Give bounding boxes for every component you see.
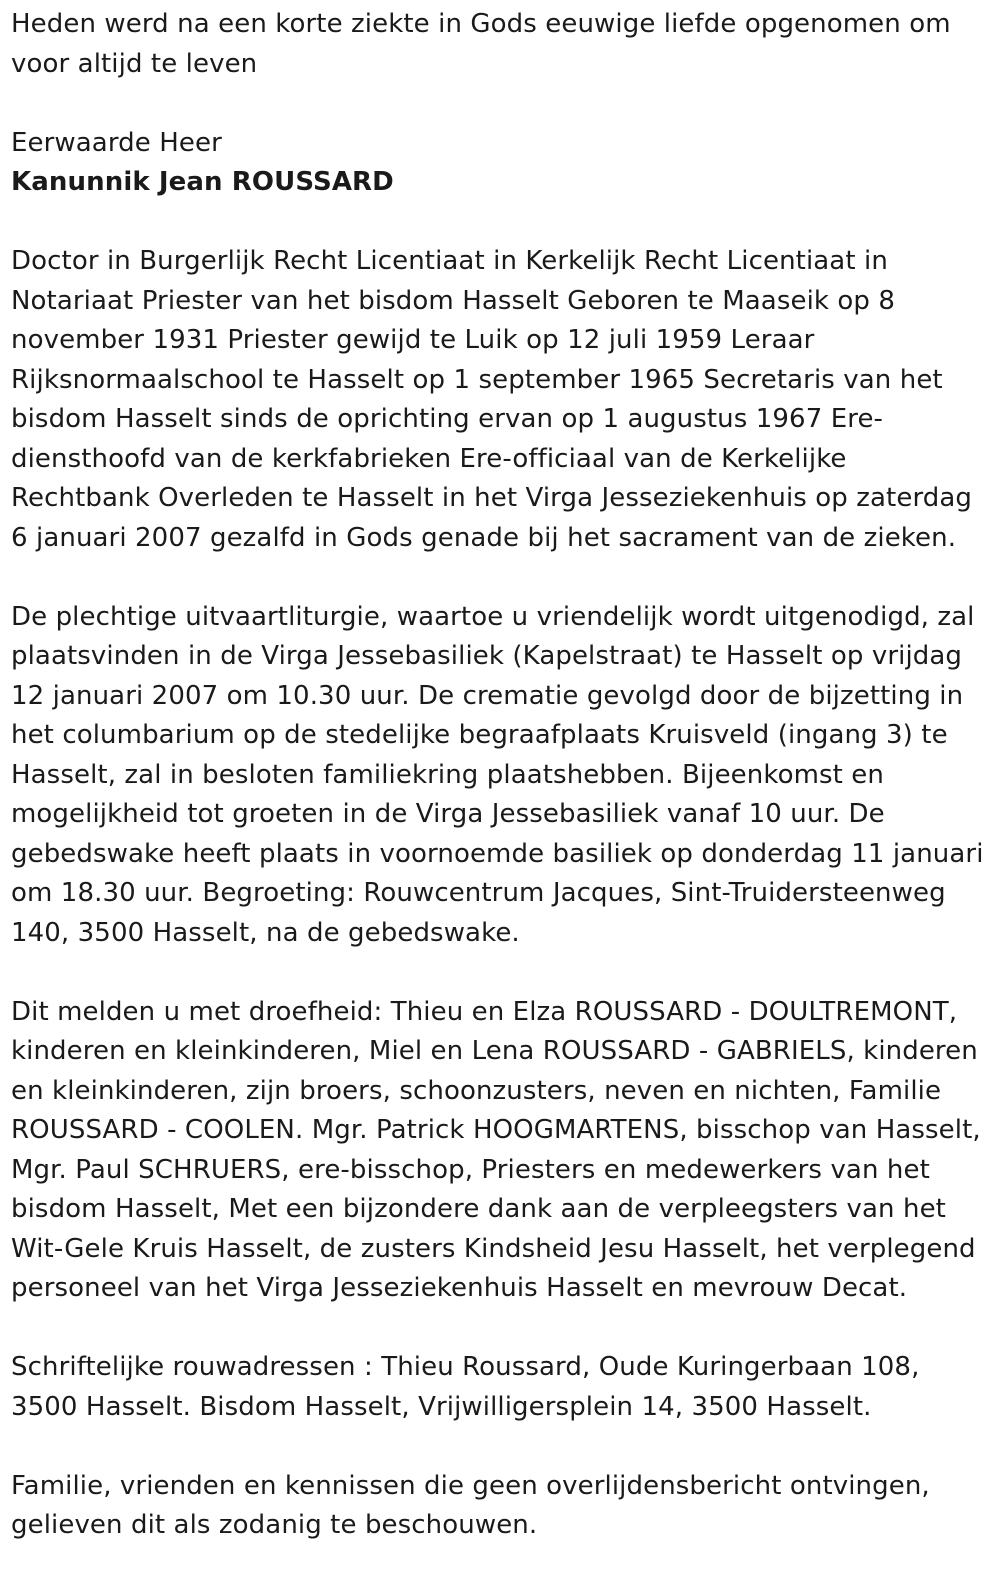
deceased-name: Kanunnik Jean ROUSSARD <box>11 167 394 197</box>
honorific-title: Eerwaarde Heer <box>11 127 222 158</box>
family-paragraph: Dit melden u met droefheid: Thieu en Elza ROUSSARD - DOULTREMONT, kinderen en kleinkinderen, Miel en Lena ROUSSARD - GABRIELS, kinderen en kleinkinderen, zijn broers, schoonzusters, neven en nichten, Familie ROUSSARD - COOLEN. Mgr. Patrick HOOGMARTENS, bisschop van Hasselt, Mgr. Paul SCHRUERS, ere-bisschop, Priesters en medewerkers van het bisdom Hasselt, Met een bijzondere dank aan de verpleegsters van het Wit-Gele Kruis Hasselt, de zusters Kindsheid Jesu Hasselt, het verplegend personeel van het Virga Jesseziekenhuis Hasselt en mevrouw Decat. <box>11 996 981 1303</box>
closing-paragraph: Familie, vrienden en kennissen die geen overlijdensbericht ontvingen, gelieven dit als zodanig te beschouwen. <box>11 1470 930 1540</box>
funeral-paragraph: De plechtige uitvaartliturgie, waartoe u vriendelijk wordt uitgenodigd, zal plaatsvinden in de Virga Jessebasiliek (Kapelstraat) te Hasselt op vrijdag 12 januari 2007 om 10.30 uur. De crematie gevolgd door de bijzetting in het columbarium op de stedelijke begraafplaats Kruisveld (ingang 3) te Hasselt, zal in besloten familiekring plaatshebben. Bijeenkomst en mogelijkheid tot groeten in de Virga Jessebasiliek vanaf 10 uur. De gebedswake heeft plaats in voornoemde basiliek op donderdag 11 januari om 18.30 uur. Begroeting: Rouwcentrum Jacques, Sint-Truidersteenweg 140, 3500 Hasselt, na de gebedswake. <box>11 601 984 948</box>
biography-paragraph: Doctor in Burgerlijk Recht Licentiaat in Kerkelijk Recht Licentiaat in Notariaat Priester van het bisdom Hasselt Geboren te Maaseik op 8 november 1931 Priester gewijd te Luik op 12 juli 1959 Leraar Rijksnormaalschool te Hasselt op 1 september 1965 Secretaris van het bisdom Hasselt sinds de oprichting ervan op 1 augustus 1967 Ere-diensthoofd van de kerkfabrieken Ere-officiaal van de Kerkelijke Rechtbank Overleden te Hasselt in het Virga Jesseziekenhuis op zaterdag 6 januari 2007 gezalfd in Gods genade bij het sacrament van de zieken. <box>11 246 973 553</box>
intro-text: Heden werd na een korte ziekte in Gods eeuwige liefde opgenomen om voor altijd te leven <box>11 9 951 79</box>
obituary-document <box>11 5 989 1585</box>
addresses-paragraph: Schriftelijke rouwadressen : Thieu Roussard, Oude Kuringerbaan 108, 3500 Hasselt. Bisdom Hasselt, Vrijwilligersplein 14, 3500 Hasselt. <box>11 1352 920 1422</box>
